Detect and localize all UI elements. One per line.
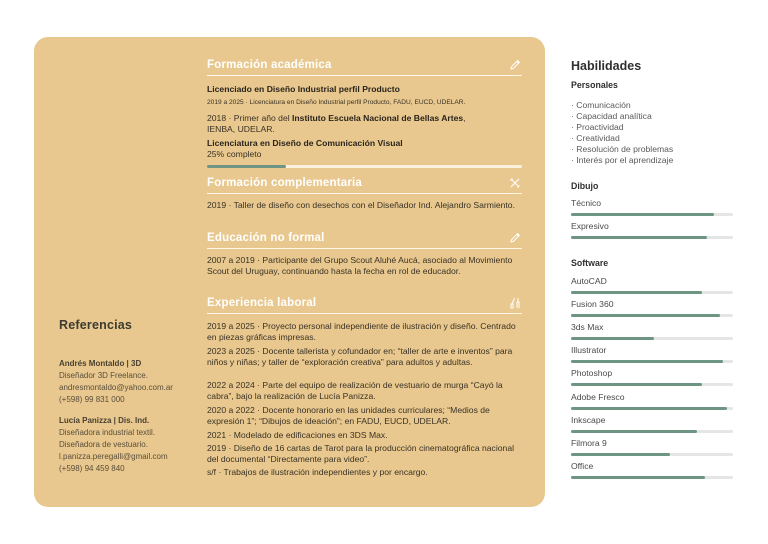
skill-bar xyxy=(571,360,733,363)
section-title: Formación complementaria xyxy=(207,177,362,189)
ienba-line2: IENBA, UDELAR. xyxy=(207,124,275,134)
skill-item xyxy=(571,368,733,379)
reference-entry xyxy=(59,358,199,406)
software-skills-title: Software xyxy=(571,258,609,268)
skills-title: Habilidades xyxy=(571,59,642,73)
section-header-academic xyxy=(207,58,522,76)
skill-item xyxy=(571,415,733,426)
personal-skills-title: Personales xyxy=(571,80,618,90)
skill-item xyxy=(571,322,733,333)
skill-bar-fill xyxy=(571,453,670,456)
experience-item: s/f · Trabajos de ilustración independientes y por encargo. xyxy=(207,467,428,477)
skill-label: Photoshop xyxy=(571,368,613,379)
ienba-suffix: , xyxy=(463,113,466,123)
skill-bar-fill xyxy=(571,407,727,410)
section-header-informal xyxy=(207,231,522,249)
skill-label: Inkscape xyxy=(571,414,606,425)
skill-bar xyxy=(571,476,733,479)
skill-item xyxy=(571,461,733,472)
references-title: Referencias xyxy=(59,318,133,332)
skill-bar xyxy=(571,213,733,216)
skill-item xyxy=(571,198,733,209)
skill-item xyxy=(571,345,733,356)
skill-bar-fill xyxy=(571,383,702,386)
personal-skills-list xyxy=(571,100,673,166)
degree-detail: 2019 a 2025 · Licenciatura en Diseño Industrial perfil Producto, FADU, EUCD, UDELAR. xyxy=(207,99,466,106)
skill-bar-fill xyxy=(571,213,714,216)
experience-item: 2021 · Modelado de edificaciones en 3DS Max. xyxy=(207,430,388,440)
skill-label: Técnico xyxy=(571,198,602,208)
references-block xyxy=(59,318,199,484)
experience-item: 2019 · Diseño de 16 cartas de Tarot para la producción cinematográfica nacional del documental “Directamente para video”. xyxy=(207,443,515,464)
drawing-skills-title: Dibujo xyxy=(571,181,599,191)
reference-role: Diseñador 3D Freelance. xyxy=(59,371,148,380)
skill-bar xyxy=(571,314,733,317)
pencil-icon xyxy=(508,231,522,245)
skill-item xyxy=(571,221,733,232)
skill-bar-fill xyxy=(571,476,705,479)
skill-label: Filmora 9 xyxy=(571,437,607,448)
section-title: Experiencia laboral xyxy=(207,297,317,309)
skill-bar-fill xyxy=(571,337,654,340)
lcv-progress-fill xyxy=(207,165,286,168)
skill-bar xyxy=(571,430,733,433)
skill-label: Adobe Fresco xyxy=(571,391,625,402)
lcv-progress-bar xyxy=(207,165,522,168)
brush-icon xyxy=(508,296,522,310)
reference-role: Diseñadora de vestuario. xyxy=(59,440,148,449)
skill-bar xyxy=(571,383,733,386)
ienba-entry xyxy=(207,113,525,135)
experience-item: 2023 a 2025 · Docente tallerista y cofundador en; “taller de arte e inventos” para niños y niñas; y taller de “exploración creativa” para adultos y adultas. xyxy=(207,346,513,367)
skill-bar-fill xyxy=(571,430,697,433)
experience-item: 2019 a 2025 · Proyecto personal independiente de ilustración y diseño. Centrado en piezas gráficas impresas. xyxy=(207,321,516,342)
lcv-progress-text: 25% completo xyxy=(207,149,262,159)
reference-entry xyxy=(59,415,199,475)
skill-item xyxy=(571,438,733,449)
section-header-experience xyxy=(207,296,522,314)
skill-bar xyxy=(571,453,733,456)
skill-bar-fill xyxy=(571,314,720,317)
informal-text: 2007 a 2019 · Participante del Grupo Scout Aluhé Aucá, asociado al Movimiento Scout del Uruguay, continuando hasta la fecha en rol de educador. xyxy=(207,255,513,276)
reference-name: Andrés Montaldo | 3D xyxy=(59,359,142,368)
ienba-school: Instituto Escuela Nacional de Bellas Artes xyxy=(292,113,464,123)
skill-bar-fill xyxy=(571,360,723,363)
skill-bar xyxy=(571,337,733,340)
skill-item xyxy=(571,392,733,403)
skill-bar-fill xyxy=(571,236,707,239)
personal-skill: · Resolución de problemas xyxy=(571,144,674,154)
personal-skill: · Comunicación xyxy=(571,100,631,110)
pencil-icon xyxy=(508,58,522,72)
skill-bar xyxy=(571,291,733,294)
reference-phone: (+598) 94 459 840 xyxy=(59,464,125,473)
personal-skill: · Creatividad xyxy=(571,133,620,143)
lcv-title: Licenciatura en Diseño de Comunicación Visual xyxy=(207,138,403,148)
personal-skill: · Interés por el aprendizaje xyxy=(571,155,674,165)
reference-email: l.panizza.peregalli@gmail.com xyxy=(59,452,168,461)
complementary-text: 2019 · Taller de diseño con desechos con el Diseñador Ind. Alejandro Sarmiento. xyxy=(207,200,515,210)
skill-bar xyxy=(571,407,733,410)
skill-label: Office xyxy=(571,460,594,471)
skill-label: Expresivo xyxy=(571,221,609,231)
section-title: Formación académica xyxy=(207,59,332,71)
skill-label: AutoCAD xyxy=(571,276,607,286)
experience-item: 2020 a 2022 · Docente honorario en las unidades curriculares; “Medios de expresión 1”; “Dibujos de ideación”; en FADU, EUCD, UDELAR. xyxy=(207,405,490,426)
skill-bar xyxy=(571,236,733,239)
skill-label: Illustrator xyxy=(571,345,607,356)
section-title: Educación no formal xyxy=(207,232,325,244)
skill-bar-fill xyxy=(571,291,702,294)
reference-phone: (+598) 99 831 000 xyxy=(59,395,125,404)
skill-item xyxy=(571,276,733,287)
personal-skill: · Capacidad analítica xyxy=(571,111,652,121)
reference-email: andresmontaldo@yahoo.com.ar xyxy=(59,383,173,392)
skill-label: 3ds Max xyxy=(571,322,604,333)
experience-item: 2022 a 2024 · Parte del equipo de realización de vestuario de murga “Cayó la cabra”, bajo la realización de Lucía Panizza. xyxy=(207,380,503,401)
degree-title: Licenciado en Diseño Industrial perfil Producto xyxy=(207,84,400,94)
skill-label: Fusion 360 xyxy=(571,299,614,310)
section-header-complementary xyxy=(207,176,522,194)
personal-skill: · Proactividad xyxy=(571,122,624,132)
tools-icon xyxy=(508,176,522,190)
ienba-prefix: 2018 · Primer año del xyxy=(207,113,293,123)
reference-role: Diseñadora industrial textil. xyxy=(59,428,156,437)
reference-name: Lucía Panizza | Dis. Ind. xyxy=(59,416,150,425)
skill-item xyxy=(571,299,733,310)
